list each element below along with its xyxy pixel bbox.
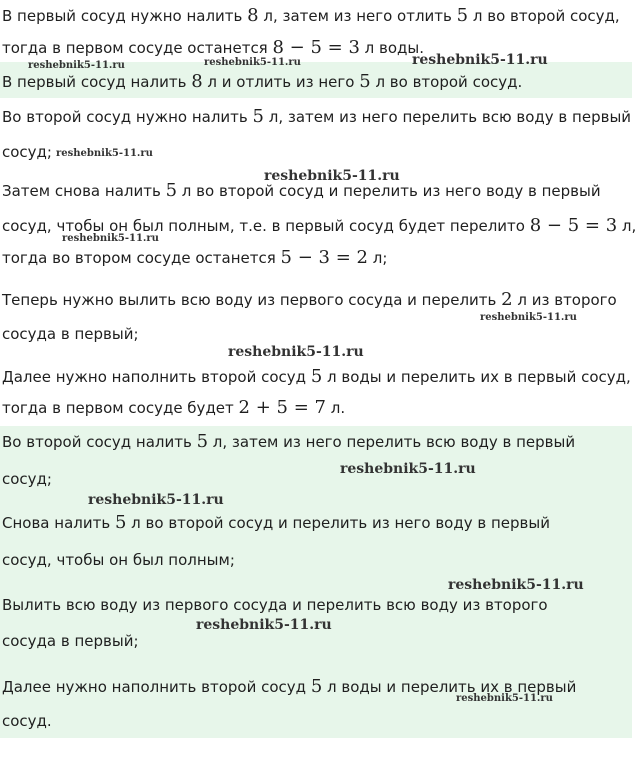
watermark: reshebnik5-11.ru bbox=[480, 312, 577, 323]
text-line bbox=[2, 550, 235, 570]
math: 5 bbox=[165, 180, 178, 201]
text-line bbox=[2, 181, 601, 201]
text: сосуд, чтобы он был полным, т.е. в первый сосуд будет перелито bbox=[2, 217, 530, 235]
text: л воды. bbox=[359, 39, 425, 57]
text: л. bbox=[325, 399, 346, 417]
text: сосуд. bbox=[2, 712, 52, 730]
watermark: reshebnik5-11.ru bbox=[204, 57, 301, 68]
math: 8 − 5 = 3 bbox=[272, 37, 360, 58]
text: сосуд; bbox=[2, 470, 52, 488]
math: 8 − 5 = 3 bbox=[529, 215, 618, 236]
text-line bbox=[2, 248, 387, 268]
math: 5 bbox=[456, 5, 469, 26]
text: тогда в первом сосуде останется bbox=[2, 39, 273, 57]
text: В первый сосуд нужно налить bbox=[2, 7, 248, 25]
math: 8 bbox=[191, 71, 203, 92]
text-line bbox=[2, 367, 631, 387]
watermark: reshebnik5-11.ru bbox=[196, 617, 332, 633]
math: 5 bbox=[196, 431, 209, 452]
text-line bbox=[2, 6, 620, 26]
text-line bbox=[2, 290, 617, 310]
text: л, затем из него перелить всю воду в первый bbox=[208, 433, 576, 451]
text-line bbox=[2, 469, 52, 489]
math: 5 bbox=[252, 106, 264, 127]
math: 5 bbox=[310, 366, 323, 387]
watermark: reshebnik5-11.ru bbox=[62, 233, 159, 244]
text: л из второго bbox=[512, 291, 617, 309]
text-line bbox=[2, 324, 139, 344]
text: л воды и перелить их в первый сосуд, bbox=[322, 368, 631, 386]
math: 5 − 3 = 2 bbox=[280, 247, 368, 268]
text-line bbox=[2, 107, 631, 127]
watermark: reshebnik5-11.ru bbox=[56, 148, 153, 159]
text: л, затем из него перелить всю воду в первый bbox=[263, 108, 632, 126]
watermark: reshebnik5-11.ru bbox=[264, 168, 400, 184]
text: л, bbox=[617, 217, 636, 235]
watermark: reshebnik5-11.ru bbox=[228, 344, 364, 360]
text: л, затем из него отлить bbox=[258, 7, 457, 25]
math: 2 + 5 = 7 bbox=[238, 397, 326, 418]
text: сосуд, чтобы он был полным; bbox=[2, 551, 235, 569]
text: сосуда в первый; bbox=[2, 325, 139, 343]
text-line bbox=[2, 595, 548, 615]
text-line bbox=[2, 142, 52, 162]
watermark: reshebnik5-11.ru bbox=[340, 461, 476, 477]
watermark: reshebnik5-11.ru bbox=[28, 60, 125, 71]
text: л во второй сосуд. bbox=[370, 73, 523, 91]
math: 5 bbox=[114, 512, 127, 533]
text: В первый сосуд налить bbox=[2, 73, 192, 91]
text: Далее нужно наполнить второй сосуд bbox=[2, 368, 311, 386]
text-line bbox=[2, 432, 575, 452]
math: 2 bbox=[501, 289, 513, 310]
text-line bbox=[2, 711, 52, 731]
text: Во второй сосуд нужно налить bbox=[2, 108, 253, 126]
text: тогда в первом сосуде будет bbox=[2, 399, 239, 417]
text: Теперь нужно вылить всю воду из первого сосуда и перелить bbox=[2, 291, 502, 309]
text: л во второй сосуд и перелить из него воду в первый bbox=[126, 514, 550, 532]
text: тогда во втором сосуде останется bbox=[2, 249, 281, 267]
text: л во второй сосуд и перелить из него воду в первый bbox=[177, 182, 601, 200]
watermark: reshebnik5-11.ru bbox=[456, 693, 553, 704]
text: сосуд; bbox=[2, 143, 52, 161]
text: Снова налить bbox=[2, 514, 115, 532]
math: 5 bbox=[310, 676, 323, 697]
text: Во второй сосуд налить bbox=[2, 433, 197, 451]
text-line bbox=[2, 513, 550, 533]
text: сосуда в первый; bbox=[2, 632, 139, 650]
text: л; bbox=[367, 249, 388, 267]
watermark: reshebnik5-11.ru bbox=[88, 492, 224, 508]
math: 8 bbox=[247, 5, 259, 26]
text-line bbox=[2, 38, 424, 58]
text: Далее нужно наполнить второй сосуд bbox=[2, 678, 311, 696]
watermark: reshebnik5-11.ru bbox=[448, 577, 584, 593]
text: л воды и перелить их в первый bbox=[322, 678, 577, 696]
text-line bbox=[2, 72, 522, 92]
text: л и отлить из него bbox=[202, 73, 360, 91]
text: Затем снова налить bbox=[2, 182, 166, 200]
watermark: reshebnik5-11.ru bbox=[412, 52, 548, 68]
text: л во второй сосуд, bbox=[468, 7, 620, 25]
math: 5 bbox=[359, 71, 371, 92]
text-line bbox=[2, 631, 139, 651]
text-line bbox=[2, 398, 345, 418]
text: Вылить всю воду из первого сосуда и перелить всю воду из второго bbox=[2, 596, 548, 614]
